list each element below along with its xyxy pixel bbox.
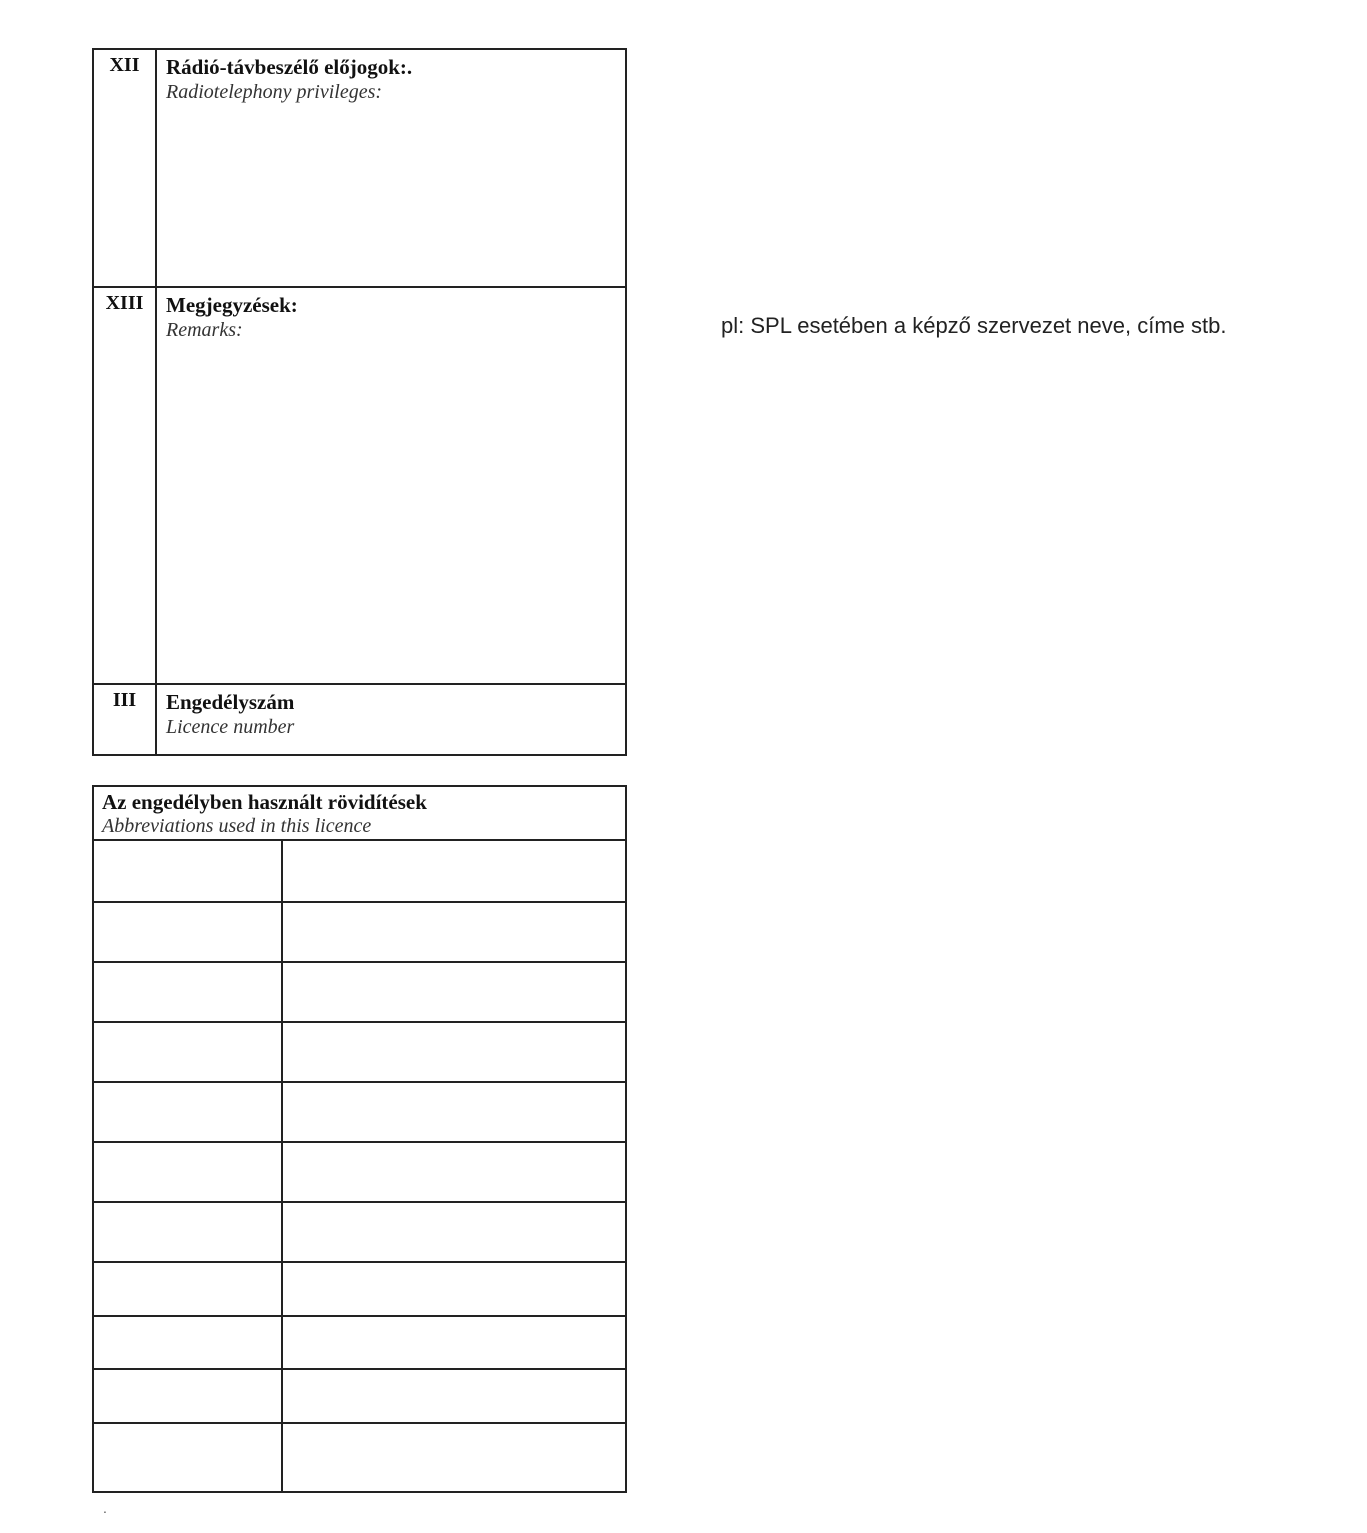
abbreviations-header <box>94 787 625 841</box>
abbreviations-row-line <box>94 1261 625 1263</box>
section-subtitle: Radiotelephony privileges: <box>166 81 383 103</box>
abbreviations-row-line <box>94 901 625 903</box>
footer-mark: . <box>103 1500 107 1516</box>
license-sections-table <box>92 48 627 756</box>
section-number: III <box>94 685 157 754</box>
section-title: Rádió-távbeszélő előjogok:. <box>166 55 413 79</box>
section-subtitle: Licence number <box>166 716 295 738</box>
section-row-radiotelephony <box>94 50 625 288</box>
section-title: Engedélyszám <box>166 690 295 714</box>
abbreviations-table <box>92 785 627 1493</box>
abbreviations-title: Az engedélyben használt rövidítések <box>102 790 427 814</box>
section-title: Megjegyzések: <box>166 293 298 317</box>
section-row-licence-number <box>94 685 625 754</box>
section-body <box>166 689 619 739</box>
abbreviations-row-line <box>94 1368 625 1370</box>
abbreviations-column-divider <box>281 841 283 1491</box>
section-subtitle: Remarks: <box>166 319 243 341</box>
abbreviations-row-line <box>94 1021 625 1023</box>
abbreviations-row-line <box>94 1141 625 1143</box>
section-number: XII <box>94 50 157 286</box>
abbreviations-subtitle: Abbreviations used in this licence <box>102 815 372 837</box>
abbreviations-row-line <box>94 1201 625 1203</box>
abbreviations-row-line <box>94 1315 625 1317</box>
side-note: pl: SPL esetében a képző szervezet neve, címe stb. <box>721 313 1227 338</box>
section-body <box>166 54 619 104</box>
abbreviations-row-line <box>94 1081 625 1083</box>
abbreviations-row-line <box>94 961 625 963</box>
section-row-remarks <box>94 288 625 685</box>
section-number: XIII <box>94 288 157 683</box>
abbreviations-row-line <box>94 1422 625 1424</box>
section-body <box>166 292 619 342</box>
